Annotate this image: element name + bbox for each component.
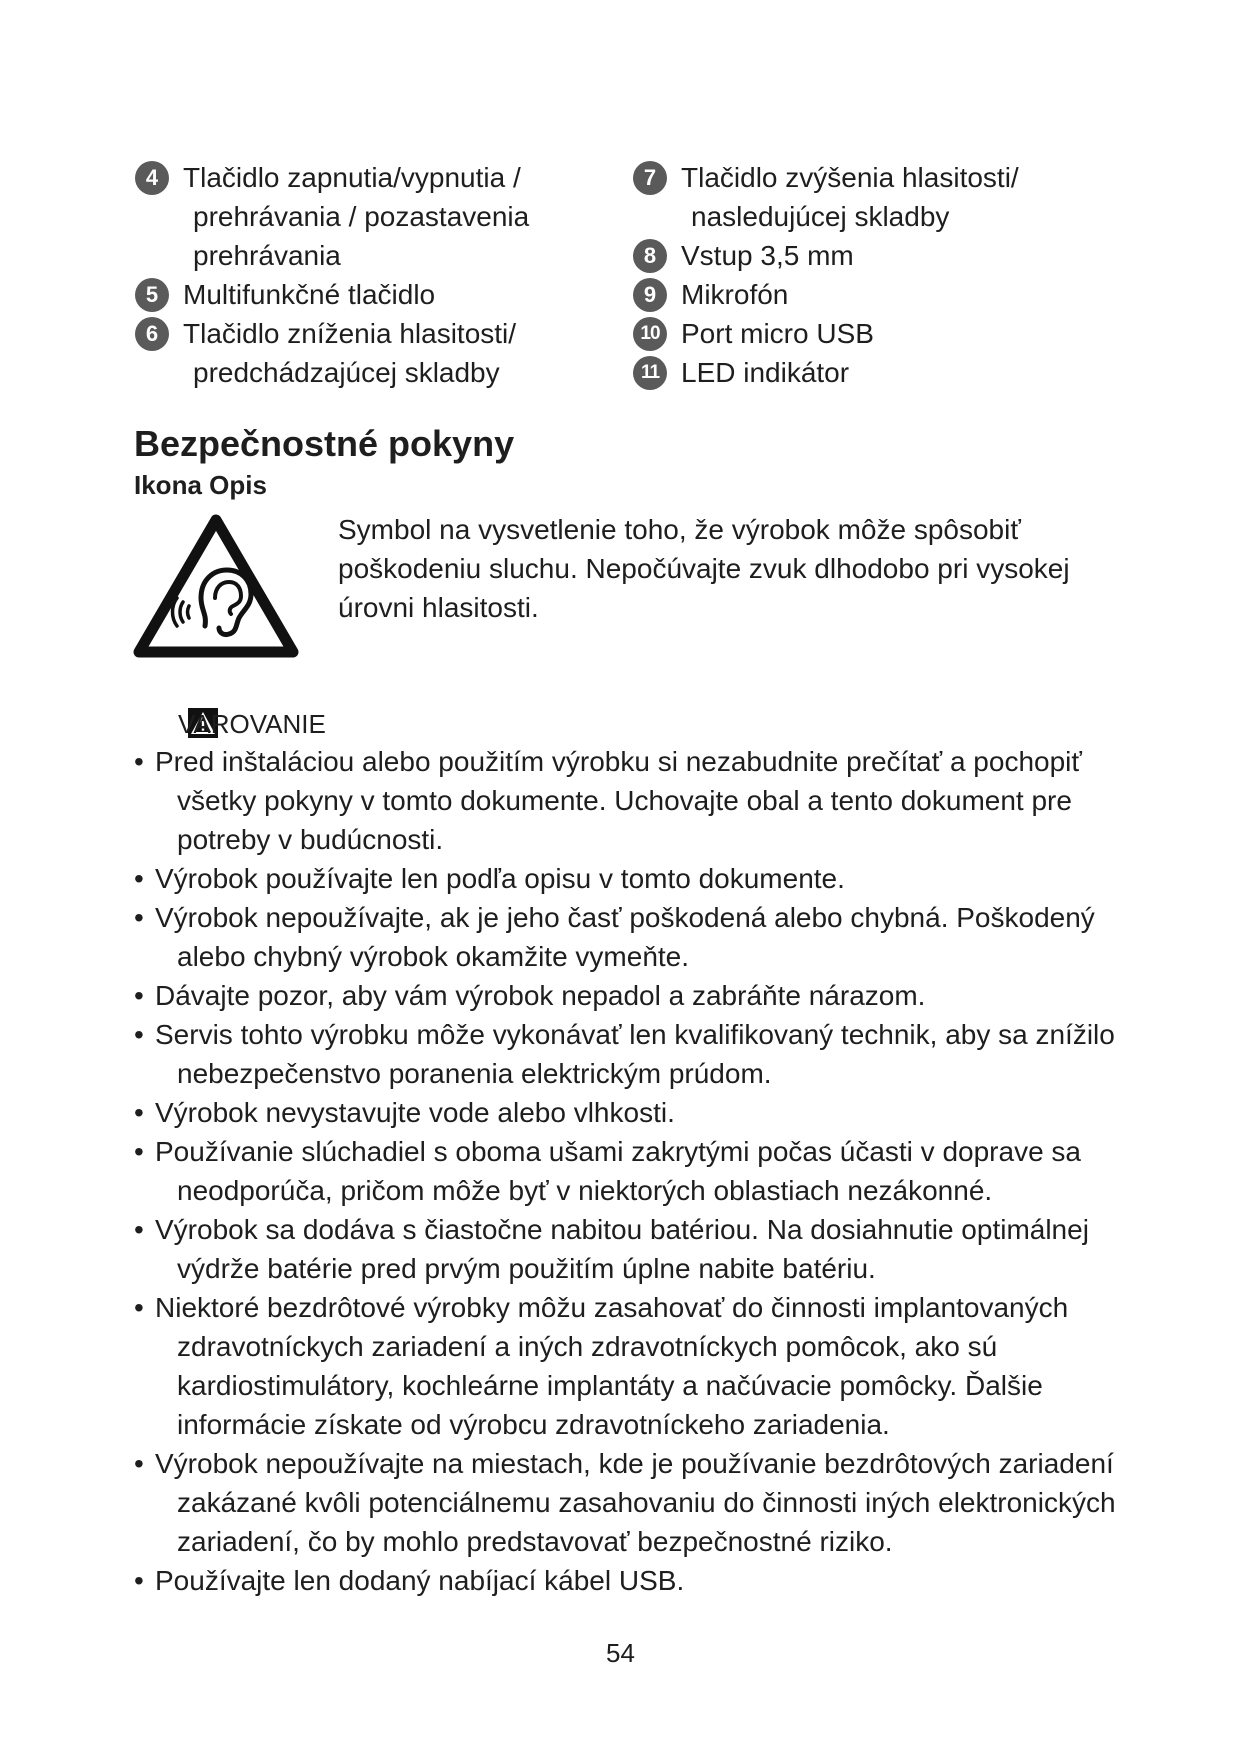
safety-bullet-item xyxy=(134,898,1134,976)
part-label-line: LED indikátor xyxy=(681,357,850,388)
safety-bullet-list xyxy=(134,742,1134,1600)
part-label-line: nasledujúcej skladby xyxy=(691,201,950,232)
part-label-line: Mikrofón xyxy=(681,279,789,310)
part-number-badge: 8 xyxy=(633,239,667,273)
safety-bullet-item xyxy=(134,859,1134,898)
part-item xyxy=(633,158,1153,236)
bullet-line: zdravotníckych zariadení a iných zdravotníckych pomôcok, ako sú xyxy=(177,1331,998,1362)
safety-bullet-item xyxy=(134,1288,1134,1444)
part-item xyxy=(633,353,1153,392)
safety-bullet-item xyxy=(134,1210,1134,1288)
part-label-line: Multifunkčné tlačidlo xyxy=(183,279,436,310)
page-number: 54 xyxy=(606,1638,635,1668)
safety-bullet-item xyxy=(134,1132,1134,1210)
hearing-damage-warning-icon xyxy=(133,514,299,660)
bullet-line: Výrobok sa dodáva s čiastočne nabitou batériou. Na dosiahnutie optimálnej xyxy=(155,1214,1089,1245)
parts-list-right xyxy=(633,158,1153,392)
bullet-line: alebo chybný výrobok okamžite vymeňte. xyxy=(177,941,690,972)
part-item xyxy=(135,158,655,275)
bullet-line: Výrobok nepoužívajte, ak je jeho časť poškodená alebo chybná. Poškodený xyxy=(155,902,1095,933)
part-item xyxy=(633,236,1153,275)
bullet-line: Používajte len dodaný nabíjací kábel USB. xyxy=(155,1565,685,1596)
bullet-line: všetky pokyny v tomto dokumente. Uchovajte obal a tento dokument pre xyxy=(177,785,1072,816)
part-label-line: prehrávania xyxy=(193,240,341,271)
part-label-line: Port micro USB xyxy=(681,318,874,349)
part-number-badge: 11 xyxy=(633,356,667,390)
part-number-badge: 7 xyxy=(633,161,667,195)
part-number-badge: 9 xyxy=(633,278,667,312)
part-label-line: predchádzajúcej skladby xyxy=(193,357,500,388)
part-label-line: Tlačidlo zníženia hlasitosti/ xyxy=(183,318,517,349)
icon-table-header: Ikona Opis xyxy=(134,470,267,500)
part-number-badge: 4 xyxy=(135,161,169,195)
bullet-line: zariadení, čo by mohlo predstavovať bezpečnostné riziko. xyxy=(177,1526,893,1557)
part-label-line: Tlačidlo zapnutia/vypnutia / xyxy=(183,162,521,193)
bullet-line: potreby v budúcnosti. xyxy=(177,824,444,855)
part-number-badge: 5 xyxy=(135,278,169,312)
bullet-line: zakázané kvôli potenciálnemu zasahovaniu do činnosti iných elektronických xyxy=(177,1487,1116,1518)
bullet-line: Používanie slúchadiel s oboma ušami zakrytými počas účasti v doprave sa xyxy=(155,1136,1081,1167)
part-number-badge: 10 xyxy=(633,317,667,351)
bullet-line: Výrobok používajte len podľa opisu v tomto dokumente. xyxy=(155,863,845,894)
part-label-line: Tlačidlo zvýšenia hlasitosti/ xyxy=(681,162,1019,193)
safety-bullet-item xyxy=(134,976,1134,1015)
hearing-warning-description: Symbol na vysvetlenie toho, že výrobok môže spôsobiť poškodeniu sluchu. Nepočúvajte zvuk dlhodobo pri vysokej úrovni hlasitosti. xyxy=(338,514,1070,623)
bullet-line: Výrobok nevystavujte vode alebo vlhkosti. xyxy=(155,1097,675,1128)
part-item xyxy=(135,314,655,392)
part-item xyxy=(633,314,1153,353)
bullet-line: neodporúča, pričom môže byť v niektorých oblastiach nezákonné. xyxy=(177,1175,993,1206)
safety-heading: Bezpečnostné pokyny xyxy=(134,423,515,464)
bullet-line: Výrobok nepoužívajte na miestach, kde je používanie bezdrôtových zariadení xyxy=(155,1448,1114,1479)
bullet-line: nebezpečenstvo poranenia elektrickým prúdom. xyxy=(177,1058,772,1089)
parts-list-left xyxy=(135,158,655,392)
part-label-line: prehrávania / pozastavenia xyxy=(193,201,530,232)
bullet-line: informácie získate od výrobcu zdravotníckeho zariadenia. xyxy=(177,1409,890,1440)
safety-bullet-item xyxy=(134,742,1134,859)
bullet-line: výdrže batérie pred prvým použitím úplne nabite batériu. xyxy=(177,1253,876,1284)
part-label-line: Vstup 3,5 mm xyxy=(681,240,854,271)
warning-label-row xyxy=(178,707,326,741)
part-item xyxy=(135,275,655,314)
safety-bullet-item xyxy=(134,1015,1134,1093)
part-number-badge: 6 xyxy=(135,317,169,351)
warning-label: VAROVANIE xyxy=(178,709,326,739)
bullet-line: Servis tohto výrobku môže vykonávať len kvalifikovaný technik, aby sa znížilo xyxy=(155,1019,1115,1050)
bullet-line: Niektoré bezdrôtové výrobky môžu zasahovať do činnosti implantovaných xyxy=(155,1292,1069,1323)
safety-bullet-item xyxy=(134,1444,1134,1561)
bullet-line: kardiostimulátory, kochleárne implantáty a načúvacie pomôcky. Ďalšie xyxy=(177,1370,1043,1401)
bullet-line: Pred inštaláciou alebo použitím výrobku si nezabudnite prečítať a pochopiť xyxy=(155,746,1082,777)
part-item xyxy=(633,275,1153,314)
bullet-line: Dávajte pozor, aby vám výrobok nepadol a zabráňte nárazom. xyxy=(155,980,926,1011)
safety-bullet-item xyxy=(134,1561,1134,1600)
safety-bullet-item xyxy=(134,1093,1134,1132)
